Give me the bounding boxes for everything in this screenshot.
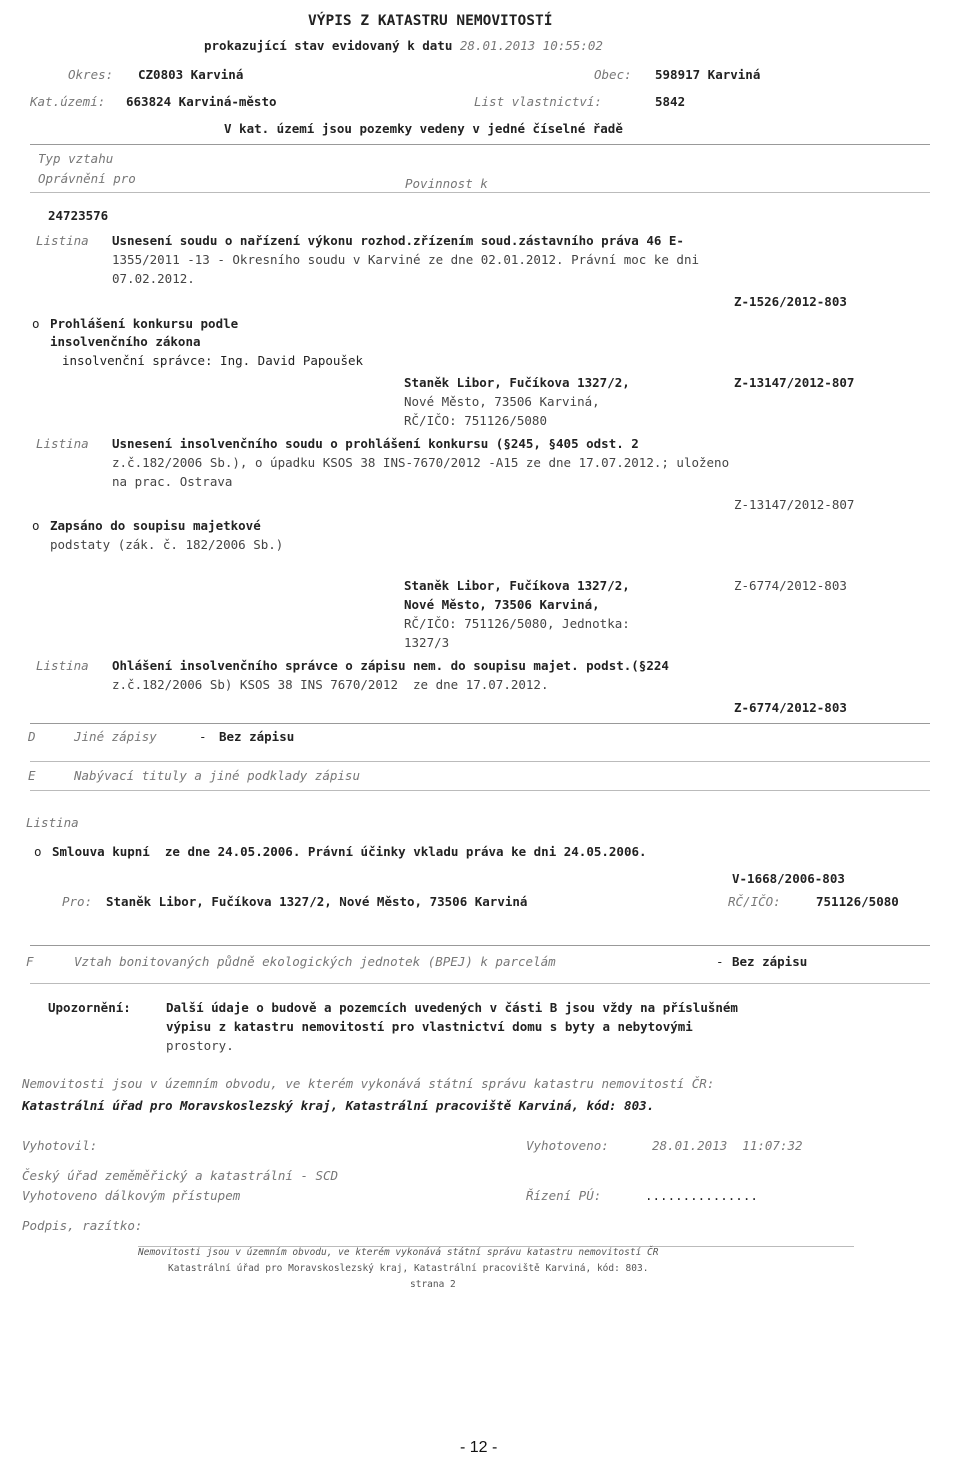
entry1-line2: 1355/2011 -13 - Okresního soudu v Karviné ze dne 02.01.2012. Právní moc ke dni: [112, 252, 699, 267]
lv-value: 5842: [655, 94, 686, 109]
entry2-title-line2: insolvenčního zákona: [50, 334, 201, 349]
entry3-title-line1: Zapsáno do soupisu majetkové: [50, 518, 261, 533]
section-f-dash: -: [716, 954, 724, 969]
divider: [30, 192, 930, 193]
footer-page-label: strana 2: [410, 1279, 456, 1290]
listina-label: Listina: [36, 436, 89, 451]
okres-label: Okres:: [68, 67, 114, 82]
bullet: o: [34, 844, 42, 859]
divider: [30, 723, 930, 724]
listina-label: Listina: [36, 233, 89, 248]
insolvency-administrator: insolvenční správce: Ing. David Papoušek: [62, 353, 364, 368]
entry3-title-line2: podstaty (zák. č. 182/2006 Sb.): [50, 537, 284, 552]
entry2-listina-line2: z.č.182/2006 Sb.), o úpadku KSOS 38 INS-7670/2012 -A15 ze dne 17.07.2012.; uloženo: [112, 455, 730, 470]
katuzemi-value: 663824 Karviná-město: [126, 94, 277, 109]
purchase-contract: Smlouva kupní ze dne 24.05.2006. Právní účinky vkladu práva ke dni 24.05.2006.: [52, 844, 647, 859]
pro-value: Staněk Libor, Fučíkova 1327/2, Nové Město, 73506 Karviná: [106, 894, 528, 909]
remote-access-note: Vyhotoveno dálkovým přístupem: [22, 1188, 241, 1203]
entry1-line1: Usnesení soudu o nařízení výkonu rozhod.zřízením soud.zástavního práva 46 E-: [112, 233, 684, 248]
contract-ref: V-1668/2006-803: [732, 871, 845, 886]
section-f-label: Vztah bonitovaných půdně ekologických jednotek (BPEJ) k parcelám: [74, 954, 556, 969]
parcel-numbering-note: V kat. území jsou pozemky vedeny v jedné číselné řadě: [224, 121, 623, 136]
entry2-listina-line3: na prac. Ostrava: [112, 474, 233, 489]
rizeni-value: ...............: [645, 1188, 758, 1203]
document-subtitle: [204, 40, 603, 53]
entry2-ref: Z-13147/2012-807: [734, 497, 855, 512]
footer-line1: Nemovitosti jsou v územním obvodu, ve kterém vykonává státní správu katastru nemovitostí ČR: [138, 1247, 659, 1258]
extract-date: 28.01.2013 10:55:02: [459, 38, 603, 53]
entry2-party-line1: Staněk Libor, Fučíkova 1327/2,: [404, 375, 630, 390]
bullet: o: [32, 316, 40, 331]
entry2-title-line1: Prohlášení konkursu podle: [50, 316, 239, 331]
notice-line3: prostory.: [166, 1038, 234, 1053]
divider: [30, 945, 930, 946]
pro-label: Pro:: [62, 894, 93, 909]
subtitle-prefix: prokazující stav evidovaný k datu: [204, 38, 453, 53]
entry2-listina-line1: Usnesení insolvenčního soudu o prohlášení konkursu (§245, §405 odst. 2: [112, 436, 639, 451]
rizeni-label: Řízení PÚ:: [526, 1188, 602, 1203]
document-title: VÝPIS Z KATASTRU NEMOVITOSTÍ: [308, 13, 553, 29]
okres-value: CZ0803 Karviná: [138, 67, 244, 82]
entry3-party-line4: 1327/3: [404, 635, 450, 650]
rc-label: RČ/IČO:: [728, 894, 781, 909]
divider: [30, 983, 930, 984]
entry3-party-ref: Z-6774/2012-803: [734, 578, 847, 593]
section-d-dash: -: [199, 729, 207, 744]
entry2-party-ref: Z-13147/2012-807: [734, 375, 855, 390]
section-f-letter: F: [26, 954, 34, 969]
listina-label: Listina: [36, 658, 89, 673]
typ-vztahu-label: Typ vztahu: [38, 151, 114, 166]
entry2-party-line2: Nové Město, 73506 Karviná,: [404, 394, 600, 409]
section-f-value: Bez zápisu: [732, 954, 808, 969]
podpis-label: Podpis, razítko:: [22, 1218, 143, 1233]
section-d-label: Jiné zápisy: [74, 729, 157, 744]
katuzemi-label: Kat.území:: [30, 94, 106, 109]
office-org: Český úřad zeměměřický a katastrální - SCD: [22, 1168, 339, 1183]
povinnost-k-label: Povinnost k: [405, 176, 488, 191]
section-e-label: Nabývací tituly a jiné podklady zápisu: [74, 768, 360, 783]
divider: [30, 144, 930, 145]
entry1-ref: Z-1526/2012-803: [734, 294, 847, 309]
office-line2: Katastrální úřad pro Moravskoslezský kraj, Katastrální pracoviště Karviná, kód: 803.: [22, 1098, 655, 1113]
notice-line1: Další údaje o budově a pozemcích uvedených v části B jsou vždy na příslušném: [166, 1000, 738, 1015]
rc-value: 751126/5080: [816, 894, 899, 909]
section-d-letter: D: [28, 729, 36, 744]
vyhotovil-label: Vyhotovil:: [22, 1138, 98, 1153]
entry-number: 24723576: [48, 208, 109, 223]
lv-label: List vlastnictví:: [474, 94, 602, 109]
notice-label: Upozornění:: [48, 1000, 131, 1015]
page-number: - 12 -: [460, 1439, 498, 1456]
footer-line2: Katastrální úřad pro Moravskoslezský kraj, Katastrální pracoviště Karviná, kód: 803.: [168, 1263, 649, 1274]
vyhotoveno-label: Vyhotoveno:: [526, 1138, 609, 1153]
bullet: o: [32, 518, 40, 533]
office-line1: Nemovitosti jsou v územním obvodu, ve kterém vykonává státní správu katastru nemovitostí ČR:: [22, 1076, 715, 1091]
divider: [30, 761, 930, 762]
listina-label: Listina: [26, 815, 79, 830]
entry3-party-line1: Staněk Libor, Fučíkova 1327/2,: [404, 578, 630, 593]
opravneni-pro-label: Oprávnění pro: [38, 171, 136, 186]
entry3-listina-line1: Ohlášení insolvenčního správce o zápisu nem. do soupisu majet. podst.(§224: [112, 658, 669, 673]
entry2-party-line3: RČ/IČO: 751126/5080: [404, 413, 547, 428]
vyhotoveno-value: 28.01.2013 11:07:32: [652, 1138, 803, 1153]
obec-label: Obec:: [594, 67, 632, 82]
notice-line2: výpisu z katastru nemovitostí pro vlastnictví domu s byty a nebytovými: [166, 1019, 693, 1034]
divider: [30, 790, 930, 791]
section-e-letter: E: [28, 768, 36, 783]
entry1-line3: 07.02.2012.: [112, 271, 195, 286]
section-d-value: Bez zápisu: [219, 729, 295, 744]
obec-value: 598917 Karviná: [655, 67, 761, 82]
entry3-party-line3: RČ/IČO: 751126/5080, Jednotka:: [404, 616, 630, 631]
entry3-listina-line2: z.č.182/2006 Sb) KSOS 38 INS 7670/2012 ze dne 17.07.2012.: [112, 677, 549, 692]
entry3-party-line2: Nové Město, 73506 Karviná,: [404, 597, 600, 612]
entry3-ref: Z-6774/2012-803: [734, 700, 847, 715]
